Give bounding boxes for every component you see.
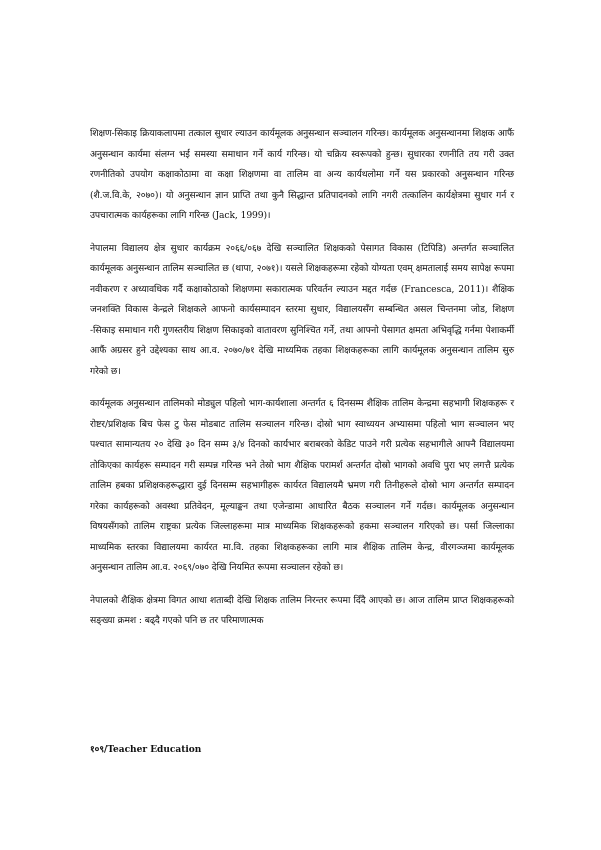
footer-separator: / (104, 745, 108, 755)
page-footer (90, 742, 201, 755)
paragraph-action-research-definition: शिक्षण-सिकाइ क्रियाकलापमा तत्काल सुधार ल्याउन कार्यमूलक अनुसन्धान सञ्चालन गरिन्छ। कार्यमूलक अनुसन्धानमा शिक्षक आफैं अनुसन्धान कार्यमा संलग्न भई समस्या समाधान गर्ने कार्य गरिन्छ। यो चक्रिय स्वरूपको हुन्छ। सुधारका रणनीति तय गरी उक्त रणनीतिको उपयोग कक्षाकोठामा वा कक्षा शिक्षणमा वा तालिम वा अन्य कार्यथलोमा गर्ने यस प्रकारको अनुसन्धान गरिन्छ (शै.ज.वि.के, २०७०)। यो अनुसन्धान ज्ञान प्राप्ति तथा कुनै सिद्धान्त प्रतिपादनको लागि नगरी तत्कालिन कार्यक्षेत्रमा सुधार गर्न र उपचारात्मक कार्यहरूका लागि गरिन्छ (Jack, 1999)। (90, 128, 514, 221)
paragraph-teacher-training-history: नेपालको शैक्षिक क्षेत्रमा विगत आधा शताब्दी देखि शिक्षक तालिम निरन्तर रूपमा दिँदै आएको छ। आज तालिम प्राप्त शिक्षकहरूको सङ्ख्या क्रमश : बढ्दै गएको पनि छ तर परिमाणात्मक (90, 594, 514, 626)
journal-title: Teacher Education (107, 745, 202, 755)
page-number: १०९ (90, 745, 105, 755)
paragraph-training-module: कार्यमूलक अनुसन्धान तालिमको मोड्युल पहिलो भाग-कार्यशाला अन्तर्गत ६ दिनसम्म शैक्षिक तालिम केन्द्रमा सहभागी शिक्षकहरू र रोष्टर/प्रशिक्षक बिच फेस टु फेस मोडबाट तालिम सञ्चालन गरिन्छ। दोस्रो भाग स्वाध्ययन अभ्यासमा पहिलो भाग सञ्चालन भए पश्चात सामान्यतय २० देखि ३० दिन सम्म ३/४ दिनको कार्यभार बराबरको केडिट पाउने गरी प्रत्येक सहभागीले आफ्नै विद्यालयमा तोकिएका कार्यहरू सम्पादन गरी सम्पन्न गरिन्छ भने तेस्रो भाग शैक्षिक परामर्श अन्तर्गत दोस्रो भागको अवधि पुरा भए लगत्तै प्रत्येक तालिम हबका प्रशिक्षकहरूद्धारा दुई दिनसम्म सहभागीहरू कार्यरत विद्यालयमै भ्रमण गरी तिनीहरूले दोस्रो भाग अन्तर्गत सम्पादन गरेका कार्यहरूको अवस्था प्रतिवेदन, मूल्याङ्कन तथा एजेन्डामा आधारित बैठक सञ्चालन गर्ने गर्दछ। कार्यमूलक अनुसन्धान विषयसँगको तालिम राष्ट्रका प्रत्येक जिल्लाहरूमा मात्र माध्यमिक शिक्षकहरूको हकमा सञ्चालन गरिएको छ। पर्सा जिल्लाका माध्यमिक स्तरका विद्यालयमा कार्यरत मा.वि. तहका शिक्षकहरूका लागि मात्र शैक्षिक तालिम केन्द्र, वीरगञ्जमा कार्यमूलक अनुसन्धान तालिम आ.व. २०६९/०७० देखि नियमित रूपमा सञ्चालन रहेको छ। (90, 398, 514, 573)
body-text (90, 124, 514, 644)
paragraph-tpd-program: नेपालमा विद्यालय क्षेत्र सुधार कार्यक्रम २०६६/०६७ देखि सञ्चालित शिक्षकको पेसागत विकास (टिपिडि) अन्तर्गत सञ्चालित कार्यमूलक अनुसन्धान तालिम सञ्चालित छ (थापा, २०७१)। यसले शिक्षकहरूमा रहेको योग्यता एवम् क्षमतालाई समय सापेक्ष रूपमा नवीकरण र अध्यावधिक गर्दै कक्षाकोठाको शिक्षणमा सकारात्मक परिवर्तन ल्याउन मद्दत गर्दछ (Francesca, 2011)। शैक्षिक जनशक्ति विकास केन्द्रले शिक्षकले आफनो कार्यसम्पादन स्तरमा सुधार, विद्यालयसँग सम्बन्धित असल चिन्तनमा जोड, शिक्षण -सिकाइ समाधान गरी गुणस्तरीय शिक्षण सिकाइको वातावरण सुनिश्चित गर्ने, तथा आफ्नो पेसागत क्षमता अभिवृद्धि गर्नमा पेशाकर्मी आफैं अग्रसर हुने उद्देश्यका साथ आ.व. २०७०/७१ देखि माध्यमिक तहका शिक्षकहरूका लागि कार्यमूलक अनुसन्धान तालिम सुरु गरेको छ। (90, 242, 514, 377)
